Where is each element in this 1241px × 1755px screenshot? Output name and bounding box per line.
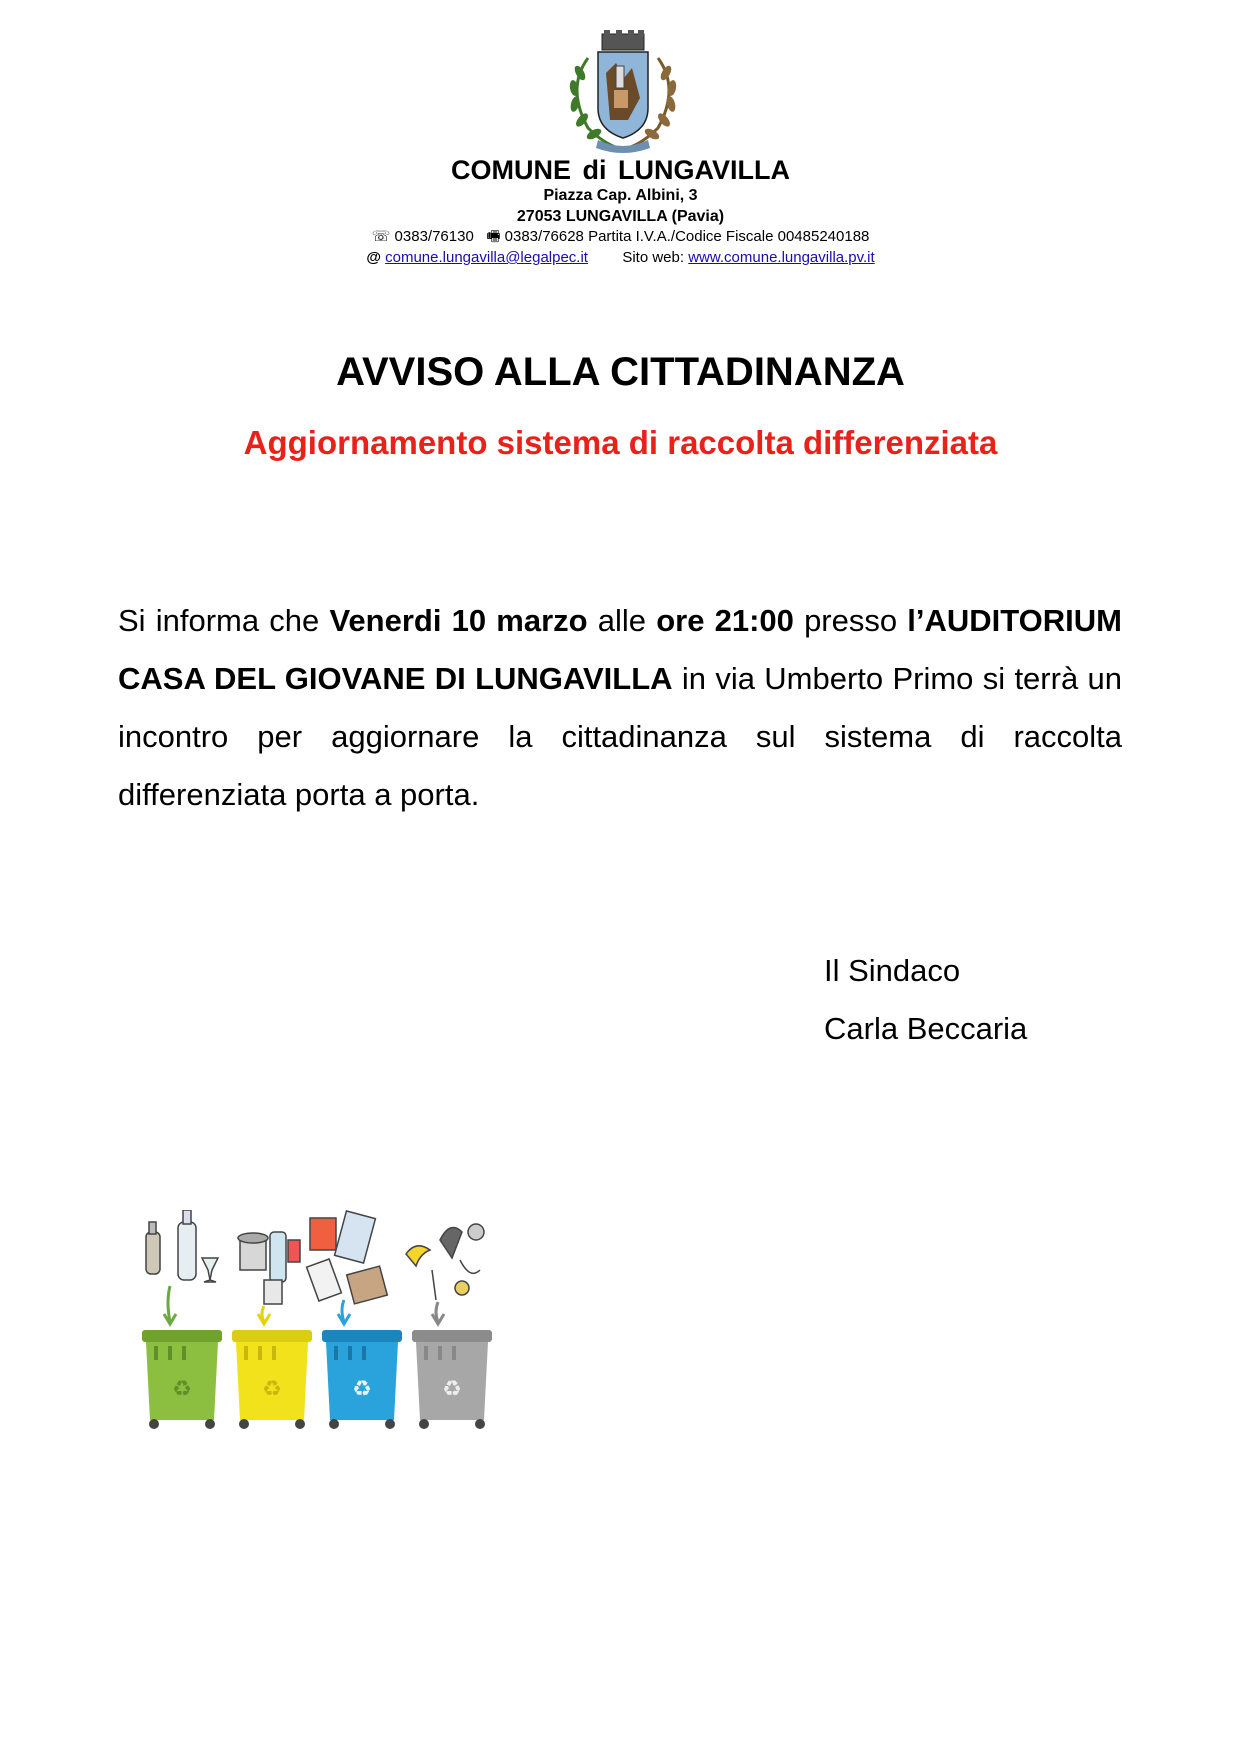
paper-bin-icon: [322, 1330, 402, 1429]
municipality-address: Piazza Cap. Albini, 3: [543, 187, 698, 204]
paper-items-icon: [307, 1211, 388, 1304]
glass-bin-icon: [142, 1330, 222, 1429]
svg-text:♻: ♻: [352, 1377, 372, 1402]
recycling-bins-illustration: [140, 1210, 540, 1510]
email-link[interactable]: comune.lungavilla@legalpec.it: [385, 249, 588, 266]
signature-role: Il Sindaco: [824, 953, 961, 988]
svg-text:♻: ♻: [442, 1377, 462, 1402]
signature-block: [824, 942, 1027, 1058]
fax-icon: 🖷: [486, 228, 501, 245]
plastic-bin-icon: [232, 1330, 312, 1429]
notice-body: Si informa che Venerdi 10 marzo alle ore 21:00 presso l’AUDITORIUM CASA DEL GIOVANE DI LUNGAVILLA in via Umberto Primo si terrà un incontro per aggiornare la cittadinanza sul sistema di raccolta differenziata porta a porta.: [118, 603, 1122, 812]
vat-number: 00485240188: [777, 228, 870, 245]
fax-number: 0383/76628: [504, 228, 584, 245]
web-contact-line: [0, 250, 1241, 265]
contact-line: [0, 229, 1241, 244]
municipality-city: 27053 LUNGAVILLA (Pavia): [516, 208, 725, 225]
notice-title: AVVISO ALLA CITTADINANZA: [336, 350, 905, 394]
phone-icon: ☏: [371, 228, 391, 245]
vat-label: Partita I.V.A./Codice Fiscale: [588, 228, 774, 245]
website-link[interactable]: www.comune.lungavilla.pv.it: [688, 249, 875, 266]
coat-of-arms-icon: [558, 28, 688, 156]
residual-bin-icon: [412, 1330, 492, 1429]
web-label: Sito web:: [622, 249, 685, 266]
at-icon: @: [366, 249, 381, 266]
plastic-items-icon: [238, 1232, 300, 1304]
notice-subtitle: Aggiornamento sistema di raccolta differenziata: [243, 424, 998, 461]
svg-text:♻: ♻: [262, 1377, 282, 1402]
glass-items-icon: [146, 1210, 218, 1282]
signature-name: Carla Beccaria: [824, 1011, 1028, 1046]
organic-items-icon: [406, 1224, 484, 1300]
event-time: ore 21:00: [656, 603, 794, 638]
svg-text:♻: ♻: [172, 1377, 192, 1402]
event-date: Venerdi 10 marzo: [329, 603, 588, 638]
event-venue: l’AUDITORIUM CASA DEL GIOVANE DI LUNGAVILLA: [118, 603, 1122, 696]
municipality-name: COMUNE di LUNGAVILLA: [450, 155, 790, 185]
phone-number: 0383/76130: [394, 228, 474, 245]
